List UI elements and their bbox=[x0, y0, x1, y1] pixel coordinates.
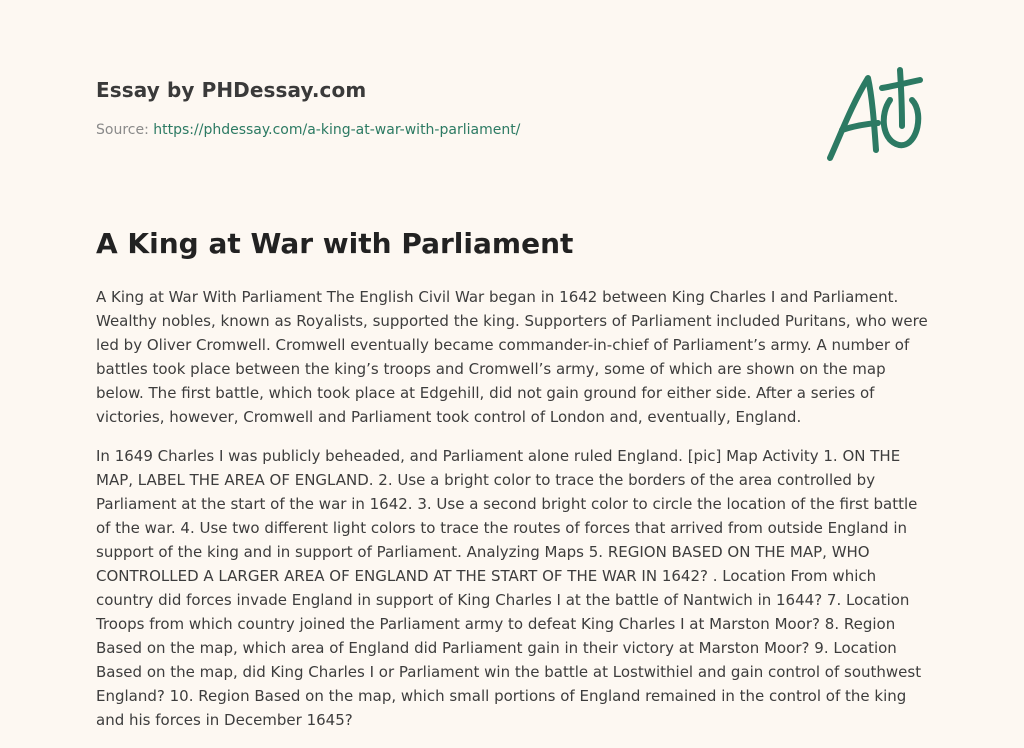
source-link[interactable]: https://phdessay.com/a-king-at-war-with-parliament/ bbox=[153, 122, 521, 138]
paragraph-1: A King at War With Parliament The English Civil War began in 1642 between King Charles I and Parliament. Wealthy nobles, known as Royalists, supported the king. Supporters of Parliament included Puritans, who were led by Oliver Cromwell. Cromwell eventually became commander-in-chief of Parliament’s army. A number of battles took place between the king’s troops and Cromwell’s army, some of which are shown on the map below. The first battle, which took place at Edgehill, did not gain ground for either side. After a series of victories, however, Cromwell and Parliament took control of London and, eventually, England. bbox=[96, 288, 928, 426]
paragraph-2: In 1649 Charles I was publicly beheaded, and Parliament alone ruled England. [pic] Map Activity 1. ON THE MAP, LABEL THE AREA OF ENGLAND. 2. Use a bright color to trace the borders of the area controlled by Parliament at the start of the war in 1642. 3. Use a second bright color to circle the location of the first battle of the war. 4. Use two different light colors to trace the routes of forces that arrived from outside England in support of the king and in support of Parliament. Analyzing Maps 5. REGION BASED ON THE MAP, WHO CONTROLLED A LARGER AREA OF ENGLAND AT THE START OF THE WAR IN 1642? . Location From which country did forces invade England in support of King Charles I at the battle of Nantwich in 1644? 7. Location Troops from which country joined the Parliament army to defeat King Charles I at Marston Moor? 8. Region Based on the map, which area of England did Parliament gain in their victory at Marston Moor? 9. Location Based on the map, did King Charles I or Parliament win the battle at Lostwithiel and gain control of southwest England? 10. Region Based on the map, which small portions of England remained in the control of the king and his forces in December 1645? bbox=[96, 447, 922, 729]
brand-name: Essay by PHDessay.com bbox=[96, 78, 367, 102]
header bbox=[96, 76, 796, 140]
source-line bbox=[96, 120, 796, 140]
article-body bbox=[96, 285, 932, 747]
source-label: Source: bbox=[96, 122, 154, 138]
article-title: A King at War with Parliament bbox=[96, 227, 574, 260]
a-plus-icon bbox=[822, 66, 926, 164]
